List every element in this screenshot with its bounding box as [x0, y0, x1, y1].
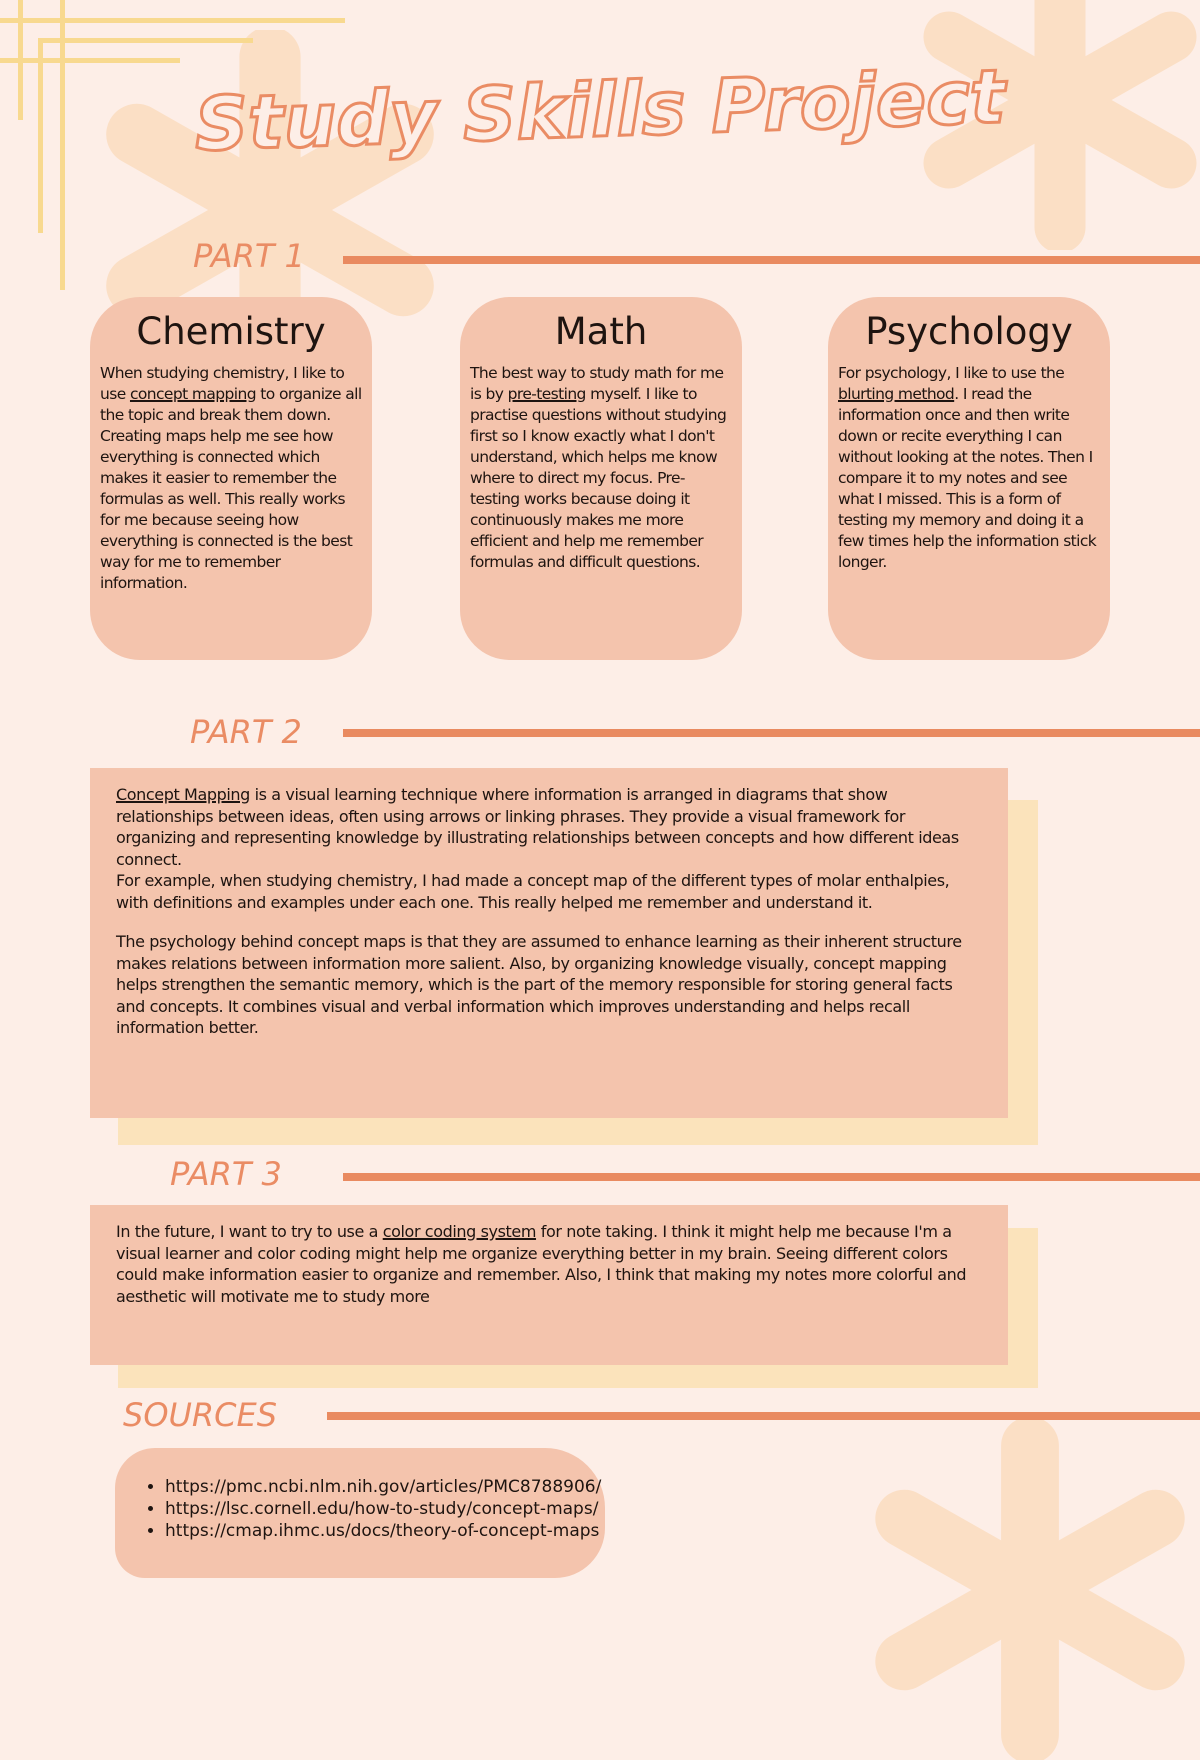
part3-heading: PART 3 — [170, 1155, 282, 1193]
part2-heading: PART 2 — [190, 713, 302, 751]
divider — [343, 1173, 1200, 1181]
divider — [343, 256, 1200, 264]
paragraph: Concept Mapping is a visual learning technique where information is arranged in diagrams that show relationships between ideas, often using arrows or linking phrases. They provide a visual framework for organizing and representing knowledge by illustrating relationships between concepts and how different ideas connect. — [116, 785, 959, 869]
math-card — [460, 297, 742, 660]
paragraph: The psychology behind concept maps is that they are assumed to enhance learning as their inherent structure makes relations between information more salient. Also, by organizing knowledge visually, concept mapping helps strengthen the semantic memory, which is the part of the memory responsible for storing general facts and concepts. It combines visual and verbal information which improves understanding and helps recall information better. — [116, 932, 962, 1037]
source-link[interactable]: • https://pmc.ncbi.nlm.nih.gov/articles/PMC8788906/ — [165, 1476, 605, 1498]
corner-line-decoration — [0, 58, 180, 63]
card-title: Math — [554, 310, 648, 353]
chemistry-card — [90, 297, 372, 660]
card-title: Psychology — [865, 310, 1073, 353]
divider — [343, 729, 1200, 737]
corner-line-decoration — [38, 38, 253, 43]
divider — [327, 1412, 1200, 1420]
page-title: Study Skills Project — [193, 53, 1007, 169]
part1-heading: PART 1 — [193, 237, 305, 275]
sources-heading: SOURCES — [123, 1396, 278, 1434]
part3-text-box — [90, 1205, 1008, 1365]
source-link[interactable]: • https://lsc.cornell.edu/how-to-study/concept-maps/ — [165, 1498, 605, 1520]
corner-line-decoration — [0, 18, 345, 23]
card-text: For psychology, I like to use the blurting method. I read the information once and then write down or recite everything I can without looking at the notes. Then I compare it to my notes and see what I missed. This is a form of testing my memory and doing it a few times help the information stick longer. — [838, 364, 1097, 571]
asterisk-decoration — [860, 1420, 1200, 1760]
sources-box — [115, 1448, 605, 1578]
card-title: Chemistry — [136, 310, 326, 353]
paragraph: In the future, I want to try to use a color coding system for note taking. I think it might help me because I'm a visual learner and color coding might help me organize everything better in my brain. Seeing different colors could make information easier to organize and remember. Also, I think that making my notes more colorful and aesthetic will motivate me to study more — [116, 1222, 967, 1306]
card-text: The best way to study math for me is by pre-testing myself. I like to practise questions without studying first so I know exactly what I don't understand, which helps me know where to direct my focus. Pre-testing works because doing it continuously makes me more efficient and help me remember formulas and difficult questions. — [470, 364, 727, 571]
card-text: When studying chemistry, I like to use concept mapping to organize all the topic and break them down. Creating maps help me see how everything is connected which makes it easier to remember the formulas as well. This really works for me because seeing how everything is connected is the best way for me to remember information. — [100, 364, 362, 592]
sources-list — [155, 1476, 605, 1542]
psychology-card — [828, 297, 1110, 660]
paragraph: For example, when studying chemistry, I had made a concept map of the different types of molar enthalpies, with definitions and examples under each one. This really helped me remember and understand it. — [116, 871, 950, 912]
part2-text-box — [90, 768, 1008, 1118]
source-link[interactable]: • https://cmap.ihmc.us/docs/theory-of-concept-maps — [165, 1520, 605, 1542]
